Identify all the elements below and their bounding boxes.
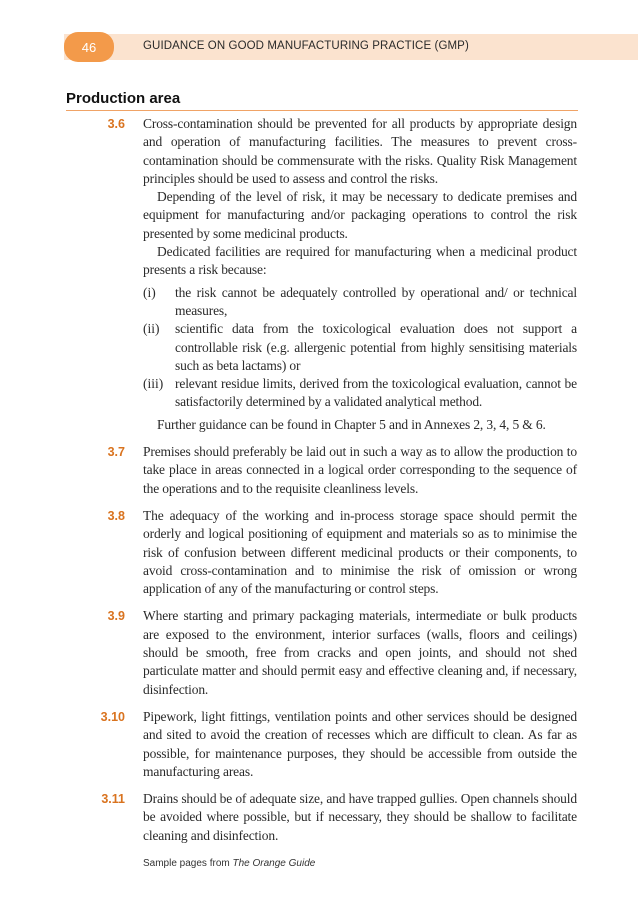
list-item-text: relevant residue limits, derived from the toxicological evaluation, cannot be satisfactorily determined by a validated analytical method. [175, 376, 577, 410]
clause-3-10 [0, 708, 638, 781]
clause-paragraph: Drains should be of adequate size, and have trapped gullies. Open channels should be avoided where possible, but if necessary, they should be shallow to facilitate cleaning and disinfection. [143, 791, 577, 843]
clause-number: 3.9 [107, 609, 125, 624]
list-item-text: the risk cannot be adequately controlled by operational and/ or technical measures, [175, 284, 577, 318]
clause-3-9 [0, 607, 638, 698]
clause-3-7 [0, 443, 638, 498]
clauses-list [0, 115, 638, 854]
clause-paragraph: Premises should preferably be laid out in such a way as to allow the production to take place in areas connected in a logical order corresponding to the sequence of the operations and to the requisite cleanliness levels. [143, 444, 577, 496]
footer-source: The Orange Guide [232, 858, 316, 869]
further-guidance: Further guidance can be found in Chapter 5 and in Annexes 2, 3, 4, 5 & 6. [157, 416, 546, 432]
page-footer [143, 858, 315, 869]
page-number-badge: 46 [64, 32, 114, 62]
clause-paragraph: Dedicated facilities are required for manufacturing when a medicinal product presents a risk because: [143, 244, 577, 278]
clause-3-6 [0, 115, 638, 434]
clause-3-11 [0, 790, 638, 845]
list-item [143, 320, 577, 375]
clause-number: 3.11 [101, 792, 125, 807]
risk-list [143, 284, 577, 412]
section-divider [66, 110, 578, 111]
clause-number: 3.6 [107, 117, 125, 131]
section-title: Production area [66, 90, 181, 107]
clause-number: 3.8 [107, 508, 125, 523]
clause-paragraph: Cross-contamination should be prevented for all products by appropriate design and operation of manufacturing facilities. The measures to prevent cross-contamination should be commensurate with the risks. Quality Risk Management principles should be used to assess and control the risks. [143, 116, 577, 186]
footer-prefix: Sample pages from [143, 858, 233, 869]
running-header-title: GUIDANCE ON GOOD MANUFACTURING PRACTICE (GMP) [143, 40, 469, 52]
list-item [143, 284, 577, 321]
clause-paragraph: Depending of the level of risk, it may be necessary to dedicate premises and equipment for manufacturing and/or packaging operations to control the risk presented by some medicinal products. [143, 189, 577, 241]
clause-paragraph: Where starting and primary packaging materials, intermediate or bulk products are exposed to the environment, interior surfaces (walls, floors and ceilings) should be smooth, free from cracks and open joints, and should not shed particulate matter and should permit easy and effective cleaning and, if necessary, disinfection. [143, 608, 577, 697]
list-item [143, 375, 577, 412]
clause-number: 3.10 [100, 709, 125, 724]
clause-number: 3.7 [107, 445, 125, 460]
list-item-label: (iii) [143, 376, 164, 392]
list-item-label: (ii) [143, 321, 160, 337]
clause-paragraph: The adequacy of the working and in-process storage space should permit the orderly and logical positioning of equipment and materials so as to minimise the risk of confusion between different medicinal products or their components, to avoid cross-contamination and to minimise the risk of omission or wrong application of any of the manufacturing or control steps. [143, 507, 577, 597]
list-item-text: scientific data from the toxicological evaluation does not support a controllable risk (e.g. allergenic potential from highly sensitising materials such as beta lactams) or [175, 321, 577, 373]
list-item-label: (i) [143, 284, 156, 300]
clause-3-8 [0, 507, 638, 598]
clause-paragraph: Pipework, light fittings, ventilation points and other services should be designed and sited to avoid the creation of recesses which are difficult to clean. As far as possible, for maintenance purposes, they should be accessible from outside the manufacturing areas. [143, 708, 577, 779]
